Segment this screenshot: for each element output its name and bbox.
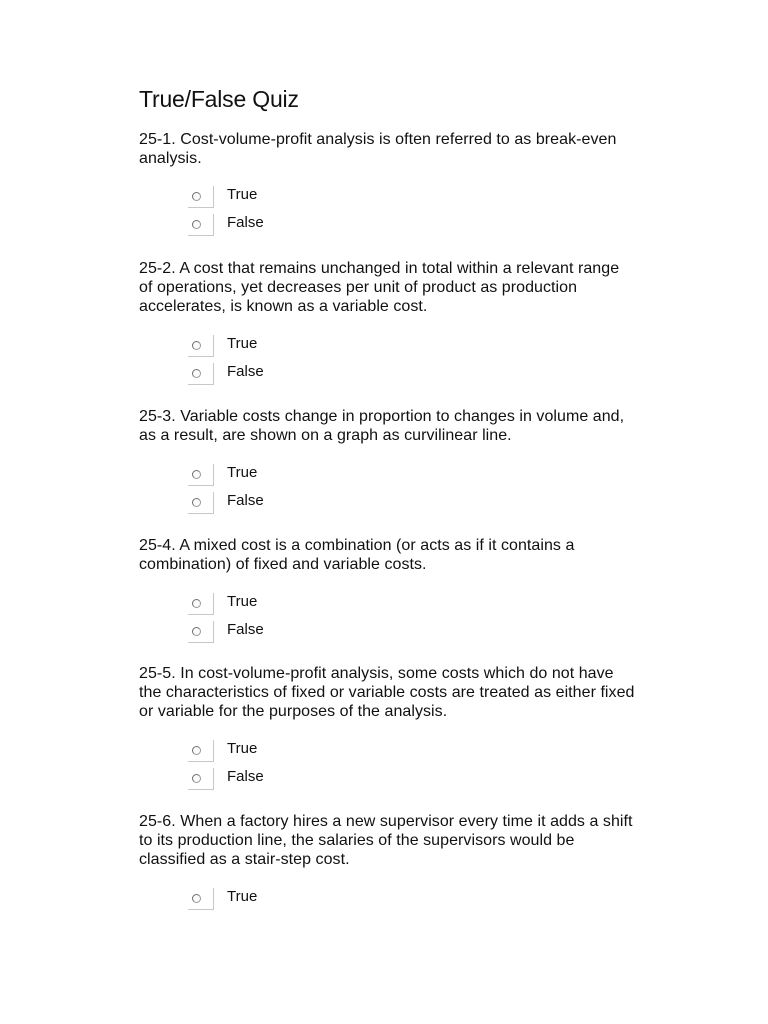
option-label: False	[227, 621, 264, 638]
radio-circle-icon	[192, 498, 201, 507]
option-false[interactable]	[188, 621, 388, 645]
radio-button[interactable]	[188, 768, 214, 790]
option-label: True	[227, 186, 258, 203]
option-false[interactable]	[188, 768, 388, 792]
option-true[interactable]	[188, 335, 388, 359]
question-text: 25-2. A cost that remains unchanged in total within a relevant range of operations, yet decreases per unit of product as production accelerates, is known as a variable cost.	[139, 260, 620, 315]
radio-button[interactable]	[188, 621, 214, 643]
question-25-2	[139, 259, 699, 380]
option-true[interactable]	[188, 186, 388, 210]
radio-circle-icon	[192, 894, 201, 903]
question-25-1	[139, 130, 699, 231]
radio-circle-icon	[192, 599, 201, 608]
question-25-3	[139, 407, 699, 509]
option-true[interactable]	[188, 593, 388, 617]
option-label: False	[227, 363, 264, 380]
option-false[interactable]	[188, 214, 388, 238]
question-text: 25-6. When a factory hires a new supervisor every time it adds a shift to its production line, the salaries of the supervisors would be classified as a stair-step cost.	[139, 813, 633, 868]
page-title: True/False Quiz	[139, 86, 299, 112]
option-label: True	[227, 593, 258, 610]
option-label: False	[227, 492, 264, 509]
radio-button[interactable]	[188, 214, 214, 236]
radio-button[interactable]	[188, 888, 214, 910]
radio-button[interactable]	[188, 363, 214, 385]
option-label: True	[227, 464, 258, 481]
radio-button[interactable]	[188, 740, 214, 762]
option-label: True	[227, 888, 258, 905]
option-true[interactable]	[188, 888, 388, 912]
question-25-5	[139, 664, 699, 785]
radio-button[interactable]	[188, 593, 214, 615]
question-text: 25-4. A mixed cost is a combination (or acts as if it contains a combination) of fixed and variable costs.	[139, 537, 575, 573]
option-label: True	[227, 740, 258, 757]
radio-circle-icon	[192, 774, 201, 783]
option-false[interactable]	[188, 363, 388, 387]
radio-circle-icon	[192, 470, 201, 479]
radio-circle-icon	[192, 746, 201, 755]
question-text: 25-3. Variable costs change in proportion to changes in volume and, as a result, are shown on a graph as curvilinear line.	[139, 408, 625, 444]
option-false[interactable]	[188, 492, 388, 516]
option-label: False	[227, 768, 264, 785]
radio-circle-icon	[192, 341, 201, 350]
option-label: False	[227, 214, 264, 231]
question-text: 25-1. Cost-volume-profit analysis is often referred to as break-even analysis.	[139, 131, 617, 167]
radio-circle-icon	[192, 369, 201, 378]
question-text: 25-5. In cost-volume-profit analysis, some costs which do not have the characteristics of fixed or variable costs are treated as either fixed or variable for the purposes of the analysis.	[139, 665, 635, 720]
radio-circle-icon	[192, 627, 201, 636]
option-label: True	[227, 335, 258, 352]
option-true[interactable]	[188, 740, 388, 764]
option-true[interactable]	[188, 464, 388, 488]
question-25-4	[139, 536, 699, 638]
radio-button[interactable]	[188, 492, 214, 514]
radio-circle-icon	[192, 220, 201, 229]
question-25-6	[139, 812, 699, 905]
radio-button[interactable]	[188, 335, 214, 357]
radio-circle-icon	[192, 192, 201, 201]
radio-button[interactable]	[188, 186, 214, 208]
radio-button[interactable]	[188, 464, 214, 486]
